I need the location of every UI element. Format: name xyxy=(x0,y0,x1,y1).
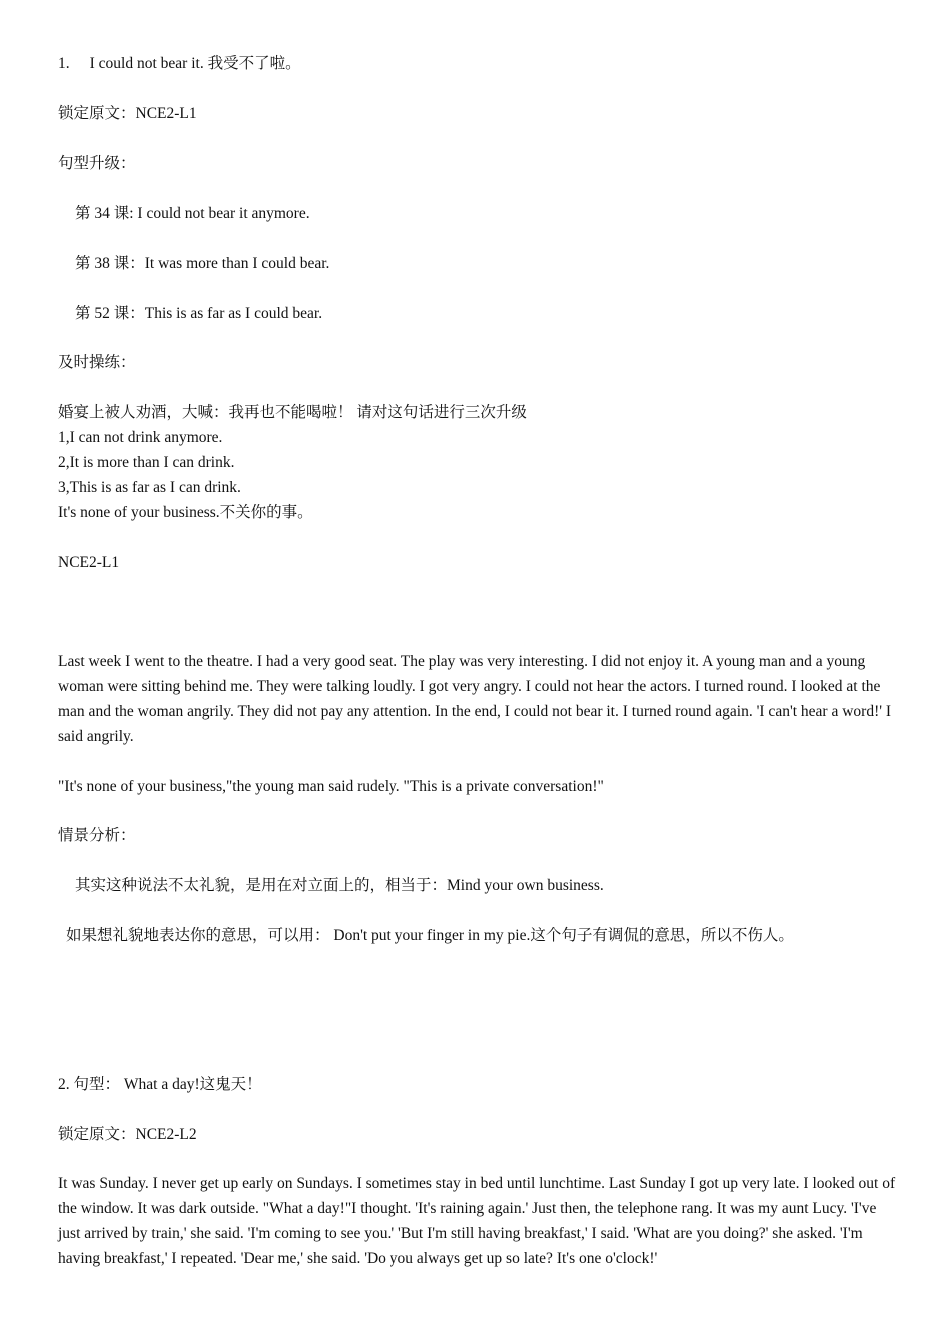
lesson1-source-label: 锁定原文：NCE2-L1 xyxy=(58,105,197,122)
extra-phrase: It's none of your business.不关你的事。 xyxy=(58,504,313,521)
upgrade-item-2: 第 38 课：It was more than I could bear. xyxy=(75,255,330,272)
practice-prompt: 婚宴上被人劝酒，大喊：我再也不能喝啦！ 请对这句话进行三次升级 xyxy=(58,404,527,421)
lesson1-quote: "It's none of your business,"the young man said rudely. "This is a private conversation!" xyxy=(58,778,604,795)
lesson1-upgrade-label: 句型升级： xyxy=(58,155,136,172)
practice-answer-1: 1,I can not drink anymore. xyxy=(58,429,223,446)
analysis-line-1: 其实这种说法不太礼貌，是用在对立面上的，相当于：Mind your own business. xyxy=(75,877,604,894)
upgrade-item-3: 第 52 课：This is as far as I could bear. xyxy=(75,305,323,322)
practice-answer-2: 2,It is more than I can drink. xyxy=(58,454,235,471)
lesson2-passage: It was Sunday. I never get up early on Sundays. I sometimes stay in bed until lunchtime. Last Sunday I got up very late. I looked out of the window. It was dark outside. "What a day!"I thought. 'It's raining again.' Just then, the telephone rang. It was my aunt Lucy. 'I've just arrived by train,' she said. 'I'm coming to see you.' 'But I'm still having breakfast,' I said. 'What are you doing?' she asked. 'I'm having breakfast,' I repeated. 'Dear me,' she said. 'Do you always get up so late? It's one o'clock!' xyxy=(58,1175,896,1267)
lesson2-source-label: 锁定原文：NCE2-L2 xyxy=(58,1126,197,1143)
lesson1-heading-number: 1. xyxy=(58,55,70,72)
lesson1-text-reference: NCE2-L1 xyxy=(58,554,120,571)
analysis-label: 情景分析： xyxy=(58,827,136,844)
analysis-line-2: 如果想礼貌地表达你的意思，可以用： Don't put your finger in my pie.这个句子有调侃的意思，所以不伤人。 xyxy=(66,927,794,944)
lesson1-heading xyxy=(58,54,301,74)
lesson2-heading: 2. 句型： What a day!这鬼天！ xyxy=(58,1076,262,1093)
lesson1-practice-label: 及时操练： xyxy=(58,354,136,371)
lesson1-heading-text: I could not bear it. 我受不了啦。 xyxy=(89,55,301,72)
practice-answer-3: 3,This is as far as I can drink. xyxy=(58,479,241,496)
upgrade-item-1: 第 34 课: I could not bear it anymore. xyxy=(75,205,310,222)
lesson1-passage: Last week I went to the theatre. I had a very good seat. The play was very interesting. I did not enjoy it. A young man and a young woman were sitting behind me. They were talking loudly. I got very angry. I could not hear the actors. I turned round. I looked at the man and the woman angrily. They did not pay any attention. In the end, I could not bear it. I turned round again. 'I can't hear a word!' I said angrily. xyxy=(58,653,892,745)
